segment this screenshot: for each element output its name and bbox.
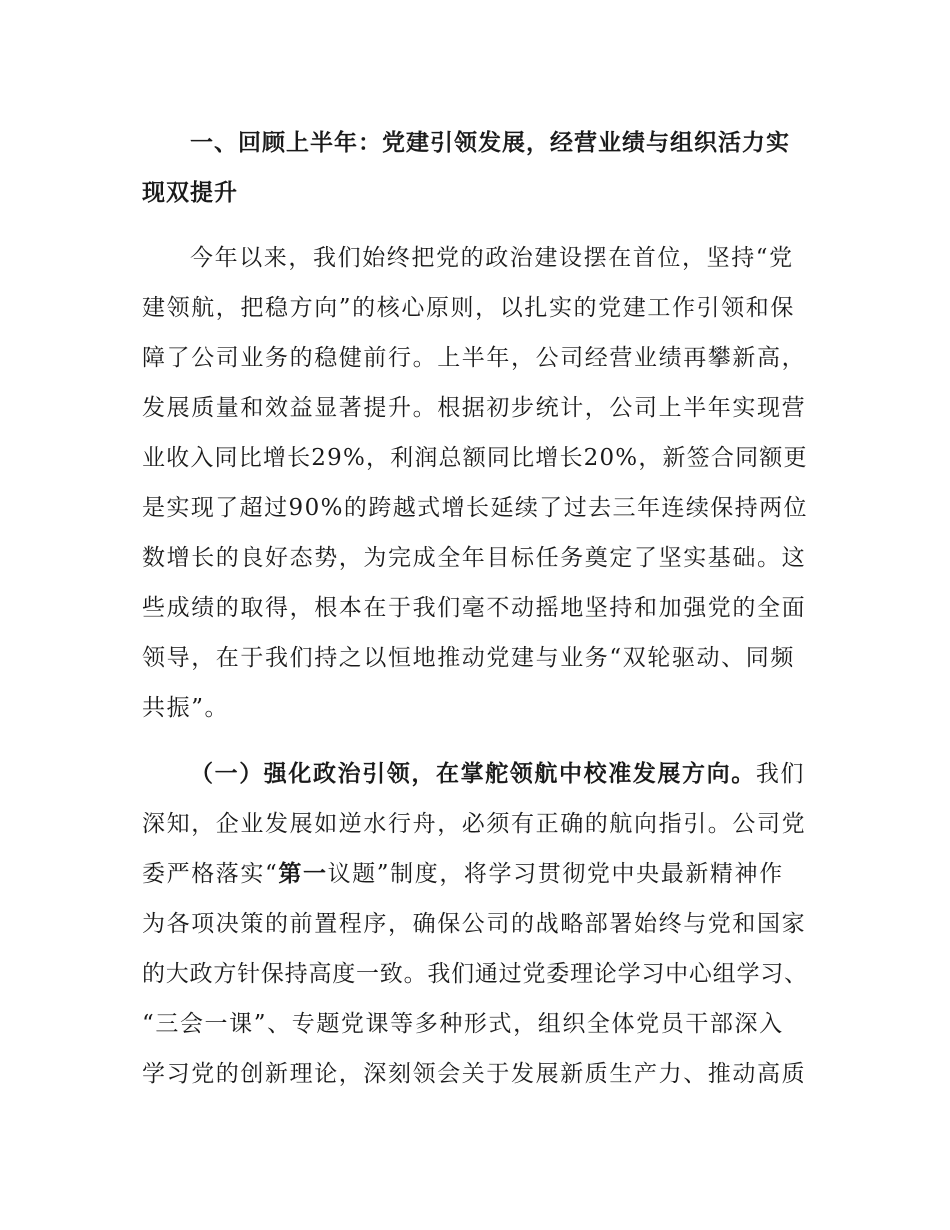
first-topic-emphasis: 第一	[278, 861, 328, 887]
paragraph-2-line-3-pre: 委严格落实“	[142, 861, 279, 887]
paragraph-1-line-9: 领导，在于我们持之以恒地推动党建与业务“双轮驱动、同频	[142, 645, 795, 671]
paragraph-2-line-3-post: 议题”制度，将学习贯彻党中央最新精神作	[327, 861, 784, 887]
paragraph-2-line-6: “三会一课”、专题党课等多种形式，组织全体党员干部深入	[142, 1011, 784, 1037]
paragraph-2-line-1-rest: 我们	[755, 761, 806, 787]
paragraph-1-line-4: 发展质量和效益显著提升。根据初步统计，公司上半年实现营	[142, 395, 807, 421]
paragraph-2-line-5: 的大政方针保持高度一致。我们通过党委理论学习中心组学习、	[142, 961, 808, 987]
section-heading-line-2: 现双提升	[142, 180, 238, 206]
paragraph-1-line-3: 障了公司业务的稳健前行。上半年，公司经营业绩再攀新高，	[142, 345, 807, 371]
paragraph-1-line-7: 数增长的良好态势，为完成全年目标任务奠定了坚实基础。这	[142, 545, 807, 571]
paragraph-1-line-6: 是实现了超过90%的跨越式增长延续了过去三年连续保持两位	[142, 495, 808, 521]
paragraph-2-line-4: 为各项决策的前置程序，确保公司的战略部署始终与党和国家	[142, 911, 807, 937]
paragraph-1-line-10: 共振”。	[142, 695, 230, 721]
paragraph-2-line-3	[142, 859, 784, 889]
paragraph-2-line-1	[190, 759, 805, 789]
paragraph-2-line-2: 深知，企业发展如逆水行舟，必须有正确的航向指引。公司党	[142, 811, 807, 837]
paragraph-1-line-2: 建领航，把稳方向”的核心原则，以扎实的党建工作引领和保	[142, 295, 795, 321]
paragraph-2-line-7: 学习党的创新理论，深刻领会关于发展新质生产力、推动高质	[142, 1061, 807, 1087]
subsection-title: （一）强化政治引领，在掌舵领航中校准发展方向。	[190, 761, 756, 787]
paragraph-1-line-1: 今年以来，我们始终把党的政治建设摆在首位，坚持“党	[190, 245, 794, 271]
paragraph-1-line-8: 些成绩的取得，根本在于我们毫不动摇地坚持和加强党的全面	[142, 595, 807, 621]
paragraph-1-line-5: 业收入同比增长29%，利润总额同比增长20%，新签合同额更	[142, 445, 808, 471]
section-heading-line-1: 一、回顾上半年：党建引领发展，经营业绩与组织活力实	[190, 130, 790, 156]
